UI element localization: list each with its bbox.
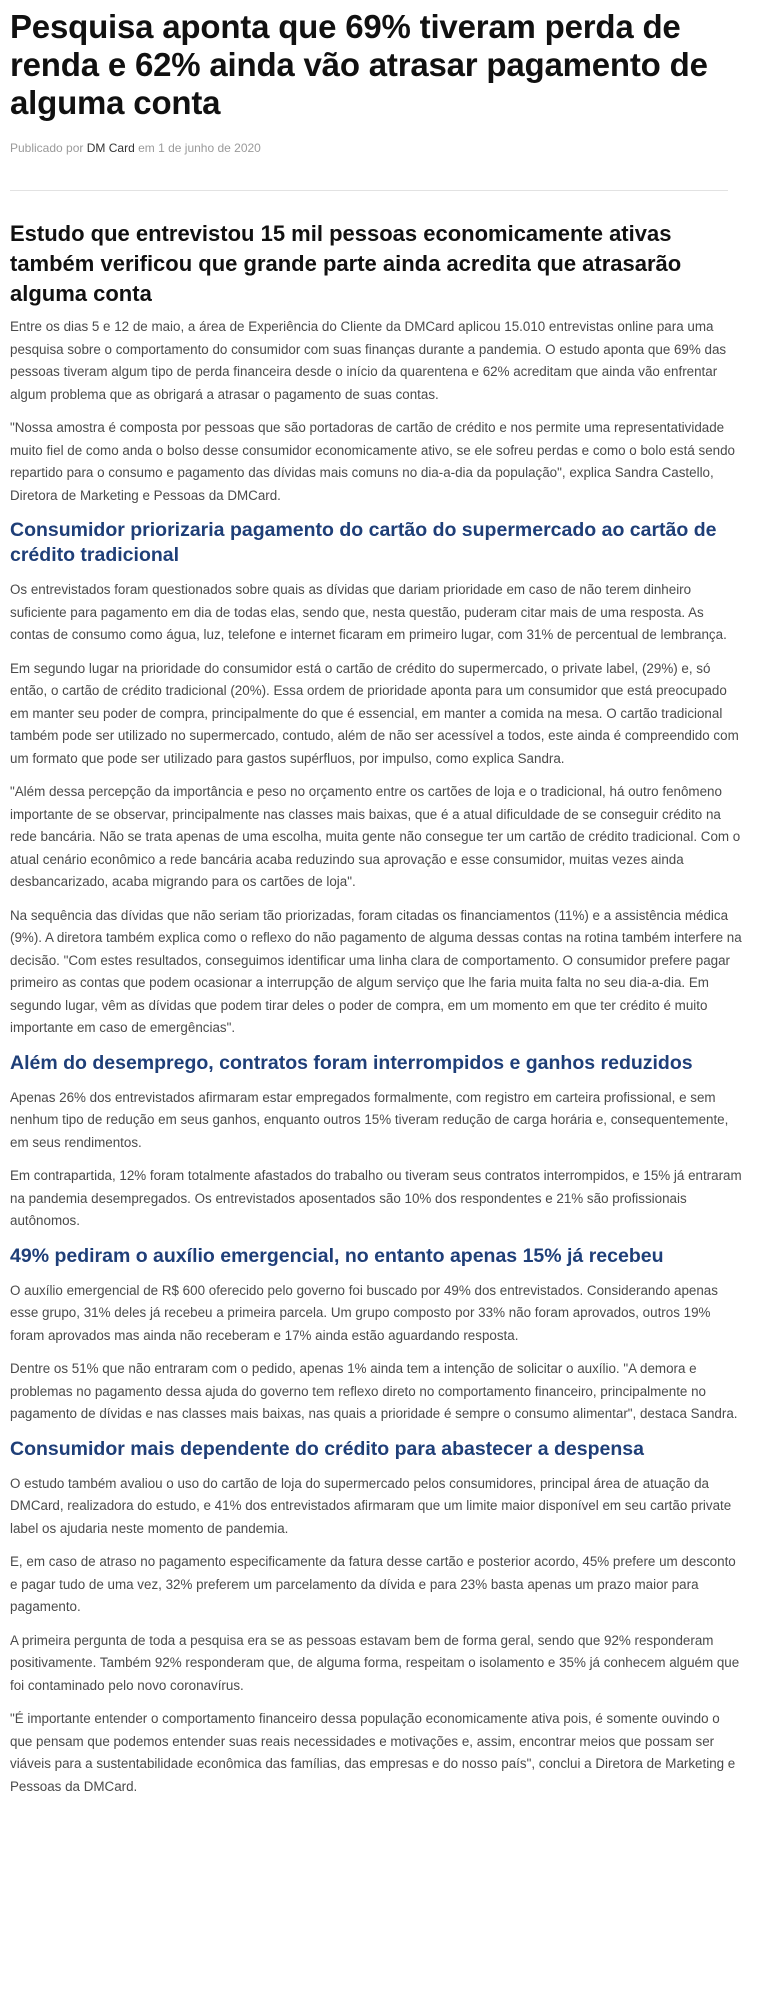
section-heading-unemployment: Além do desemprego, contratos foram interrompidos e ganhos reduzidos (10, 1051, 693, 1074)
article-title: Pesquisa aponta que 69% tiveram perda de renda e 62% ainda vão atrasar pagamento de alguma conta (10, 8, 708, 121)
body-paragraph: Dentre os 51% que não entraram com o pedido, apenas 1% ainda tem a intenção de solicitar o auxílio. "A demora e problemas no pagamento dessa ajuda do governo tem reflexo direto no comportamento financeiro, principalmente no pagamento de dívidas e nas classes mais baixas, nas quais a prioridade é sempre o consumo alimentar", destaca Sandra. (10, 1361, 738, 1421)
body-paragraph: O auxílio emergencial de R$ 600 oferecido pelo governo foi buscado por 49% dos entrevistados. Considerando apenas esse grupo, 31% deles já recebeu a primeira parcela. Um grupo composto por 33% não foram aprovados, outros 19% foram aprovados mas ainda não receberam e 17% ainda estão aguardando resposta. (10, 1282, 718, 1343)
body-paragraph: Os entrevistados foram questionados sobre quais as dívidas que dariam prioridade em caso de não terem dinheiro suficiente para pagamento em dia de todas elas, sendo que, nesta questão, puderam citar mais de uma resposta. As contas de consumo como água, luz, telefone e internet ficaram em primeiro lugar, com 31% de percentual de lembrança. (10, 582, 727, 642)
byline (10, 140, 745, 156)
section-heading-priorities: Consumidor priorizaria pagamento do cartão do supermercado ao cartão de crédito tradicional (10, 519, 717, 566)
closing-quote-paragraph: "É importante entender o comportamento financeiro dessa população economicamente ativa pois, é somente ouvindo o que pensam que podemos entender suas reais necessidades e motivações e, assim, encontrar meios que possam ser viáveis para a sustentabilidade econômica das famílias, das empresas e do nosso país", conclui a Diretora de Marketing e Pessoas da DMCard. (10, 1711, 736, 1794)
body-paragraph: Apenas 26% dos entrevistados afirmaram estar empregados formalmente, com registro em carteira profissional, e sem nenhum tipo de redução em seus ganhos, enquanto outros 15% tiveram redução de carga horária e, consequentemente, em seus rendimentos. (10, 1089, 729, 1150)
intro-paragraph: Entre os dias 5 e 12 de maio, a área de Experiência do Cliente da DMCard aplicou 15.010 entrevistas online para uma pesquisa sobre o comportamento do consumidor com suas finanças durante a pandemia. O estudo aponta que 69% das pessoas tiveram algum tipo de perda financeira desde o início da quarentena e 62% acreditam que ainda vão enfrentar algum problema que as obrigará a atrasar o pagamento de suas contas. (10, 319, 727, 402)
body-paragraph: Em contrapartida, 12% foram totalmente afastados do trabalho ou tiveram seus contratos interrompidos, e 15% já entraram na pandemia desempregados. Os entrevistados aposentados são 10% dos respondentes e 21% são profissionais autônomos. (10, 1168, 742, 1228)
body-paragraph: "Além dessa percepção da importância e peso no orçamento entre os cartões de loja e o tradicional, há outro fenômeno importante de se observar, principalmente nas classes mais baixas, que é a atual dificuldade de se conseguir crédito na rede bancária. Não se trata apenas de uma escolha, muita gente não consegue ter um cartão de crédito tradicional. Com o atual cenário econômico a rede bancária acaba reduzindo sua aprovação e esse consumidor, muitas vezes ainda desbancarizado, acaba migrando para os cartões de loja". (10, 784, 741, 889)
byline-date: em 1 de junho de 2020 (138, 141, 261, 155)
body-paragraph: E, em caso de atraso no pagamento especificamente da fatura desse cartão e posterior acordo, 45% prefere um desconto e pagar tudo de uma vez, 32% preferem um parcelamento da dívida e para 23% basta apenas um prazo maior para pagamento. (10, 1554, 736, 1614)
byline-prefix: Publicado por (10, 141, 84, 155)
article (0, 8, 757, 1798)
author-link[interactable]: DM Card (86, 141, 135, 155)
body-paragraph: A primeira pergunta de toda a pesquisa era se as pessoas estavam bem de forma geral, sendo que 92% responderam positivamente. Também 92% responderam que, de alguma forma, respeitam o isolamento e 35% já conhecem alguém que foi contaminado pelo novo coronavírus. (10, 1632, 740, 1693)
intro-quote-paragraph: "Nossa amostra é composta por pessoas que são portadoras de cartão de crédito e nos permite uma representatividade muito fiel de como anda o bolso desse consumidor economicamente ativo, se ele sofreu perdas e como o bolo está sendo repartido para o consumo e pagamento das dívidas mais comuns no dia-a-dia da população", explica Sandra Castello, Diretora de Marketing e Pessoas da DMCard. (10, 420, 736, 503)
section-heading-credit-dependence: Consumidor mais dependente do crédito para abastecer a despensa (10, 1437, 644, 1460)
body-paragraph: Na sequência das dívidas que não seriam tão priorizadas, foram citadas os financiamentos (11%) e a assistência médica (9%). A diretora também explica como o reflexo do não pagamento de alguma dessas contas na rotina também interfere na decisão. "Com estes resultados, conseguimos identificar uma linha clara de comportamento. O consumidor prefere pagar primeiro as contas que podem ocasionar a interrupção de algum serviço que lhe faria muita falta no seu dia-a-dia. Em segundo lugar, vêm as dívidas que podem tirar deles o poder de compra, em um momento em que ter crédito é muito importante em caso de emergências". (10, 907, 742, 1035)
section-heading-emergency-aid: 49% pediram o auxílio emergencial, no entanto apenas 15% já recebeu (10, 1244, 664, 1267)
divider (10, 190, 728, 191)
article-subtitle: Estudo que entrevistou 15 mil pessoas economicamente ativas também verificou que grande parte ainda acredita que atrasarão alguma conta (10, 221, 682, 306)
body-paragraph: Em segundo lugar na prioridade do consumidor está o cartão de crédito do supermercado, o private label, (29%) e, só então, o cartão de crédito tradicional (20%). Essa ordem de prioridade aponta para um consumidor que está preocupado em manter seu poder de compra, principalmente do que é essencial, em manter a comida na mesa. O cartão tradicional também pode ser utilizado no supermercado, contudo, além de não ser acessível a todos, este ainda é compreendido com um formato que pode ser utilizado para gastos supérfluos, por impulso, como explica Sandra. (10, 660, 739, 766)
body-paragraph: O estudo também avaliou o uso do cartão de loja do supermercado pelos consumidores, principal área de atuação da DMCard, realizadora do estudo, e 41% dos entrevistados afirmaram que um limite maior disponível em seu cartão private label os ajudaria neste momento de pandemia. (10, 1475, 732, 1536)
